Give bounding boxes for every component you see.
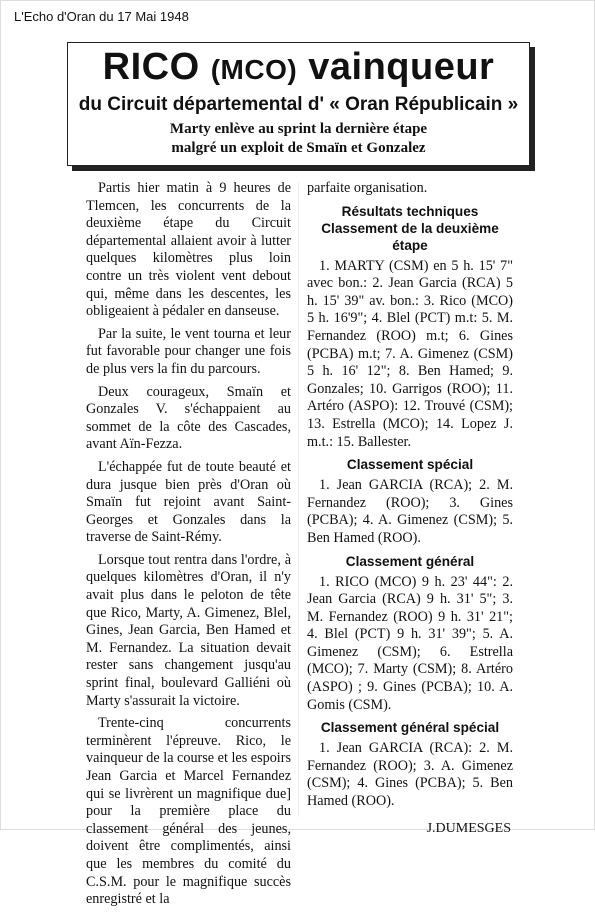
article-continuation: parfaite organisation. [307, 180, 428, 196]
general-ranking-text: 1. RICO (MCO) 9 h. 23' 44": 2. Jean Garcia (RCA) 9 h. 31' 5"; 3. M. Fernandez (ROO) 9 h. 31' 21"; 4. Blel (PCT) 9 h. 31' 39"; 5. A. Gimenez (CSM); 6. Estrella (MCO); 7. Marty (CSM); 8. Artéro (ASPO) ; 9. Gines (PCBA); 10. A. Gomis (CSM). [307, 573, 513, 713]
headline-deck-line-1: Marty enlève au sprint la dernière étape [169, 121, 428, 137]
headline-club: (MCO) [210, 54, 298, 85]
headline-deck-line-2: malgré un exploit de Smaïn et Gonzalez [171, 140, 426, 156]
article-left-column [86, 180, 291, 914]
article-paragraph: Deux courageux, Smaïn et Gonzales V. s'échappaient au sommet de la côte des Cascades, avant Aïn-Fezza. [86, 383, 291, 453]
headline-subtitle: du Circuit départemental d' « Oran Républicain » [78, 94, 519, 115]
results-right-column [307, 180, 513, 837]
headline-title [68, 45, 529, 92]
article-paragraph: Lorsque tout rentra dans l'ordre, à quelques kilomètres d'Oran, il n'y avait plus dans le peloton de tête que Rico, Marty, A. Gimenez, Blel, Gines, Jean Garcia, Ben Hamed et M. Fernandez. La situation devait rester sans changement jusqu'au sprint final, boulevard Galliéni où Marty s'assurait la victoire. [86, 551, 291, 709]
column-divider [298, 182, 299, 817]
general-special-ranking-heading: Classement général spécial [320, 720, 500, 736]
article-paragraph: Trente-cinq concurrents terminèrent l'épreuve. Rico, le vainqueur de la course et les espoirs Jean Garcia et Marcel Fernandez qui se livrèrent un magnifique due] pour la première place du classement général des jeunes, doivent être complimentés, ainsi que les membres du comité du C.S.M. pour le magnifique succès enregistré et la [86, 715, 291, 908]
results-title: Résultats techniques [341, 203, 479, 219]
author-signature: J.DUMESGES [426, 820, 511, 836]
special-ranking-heading: Classement spécial [346, 457, 474, 473]
stage-ranking-heading: Classement de la deuxième étape [321, 220, 499, 253]
headline-verb: vainqueur [297, 46, 495, 88]
headline-box [67, 42, 530, 166]
article-paragraph: Partis hier matin à 9 heures de Tlemcen, les concurrents de la deuxième étape du Circuit départemental allaient avoir à lutter quelques kilomètres plus loin contre un très violent vent debout qui, même dans les descentes, les obligeaient à pédaler en danseuse. [86, 180, 291, 320]
source-caption: L'Echo d'Oran du 17 Mai 1948 [14, 9, 189, 24]
special-ranking-text: 1. Jean GARCIA (RCA); 2. M. Fernandez (ROO); 3. Gines (PCBA); 4. A. Gimenez (CSM); 5. Ben Hamed (ROO). [307, 477, 513, 546]
article-paragraph: L'échappée fut de toute beauté et dura jusque bien près d'Oran où Smaïn fut rejoint avant Saint-Georges et Gonzales dans la traverse de Saint-Rémy. [86, 458, 291, 546]
article-paragraph: Par la suite, le vent tourna et leur fut favorable pour changer une fois de plus vers la fin du parcours. [86, 325, 291, 377]
general-ranking-heading: Classement général [345, 553, 475, 569]
headline-name: RICO [102, 46, 211, 88]
stage-ranking-text: 1. MARTY (CSM) en 5 h. 15' 7" avec bon.: 2. Jean Garcia (RCA) 5 h. 15' 39" av. bon.: 3. Rico (MCO) 5 h. 16'9"; 4. Blel (PCT) m.t: 5. M. Fernandez (ROO) m.t; 6. Gines (PCBA) m.t; 7. A. Gimenez (CSM) 5 h. 16' 12"; 8. Ben Hamed; 9. Gonzales; 10. Garrigos (ROO); 11. Artéro (ASPO): 12. Trouvé (CSM); 13. Estrella (MCO); 14. Lopez J. m.t.: 15. Ballester. [307, 257, 513, 450]
general-special-ranking-text: 1. Jean GARCIA (RCA): 2. M. Fernandez (ROO); 3. A. Gimenez (CSM); 4. Gines (PCBA); 5. Ben Hamed (ROO). [307, 740, 513, 810]
